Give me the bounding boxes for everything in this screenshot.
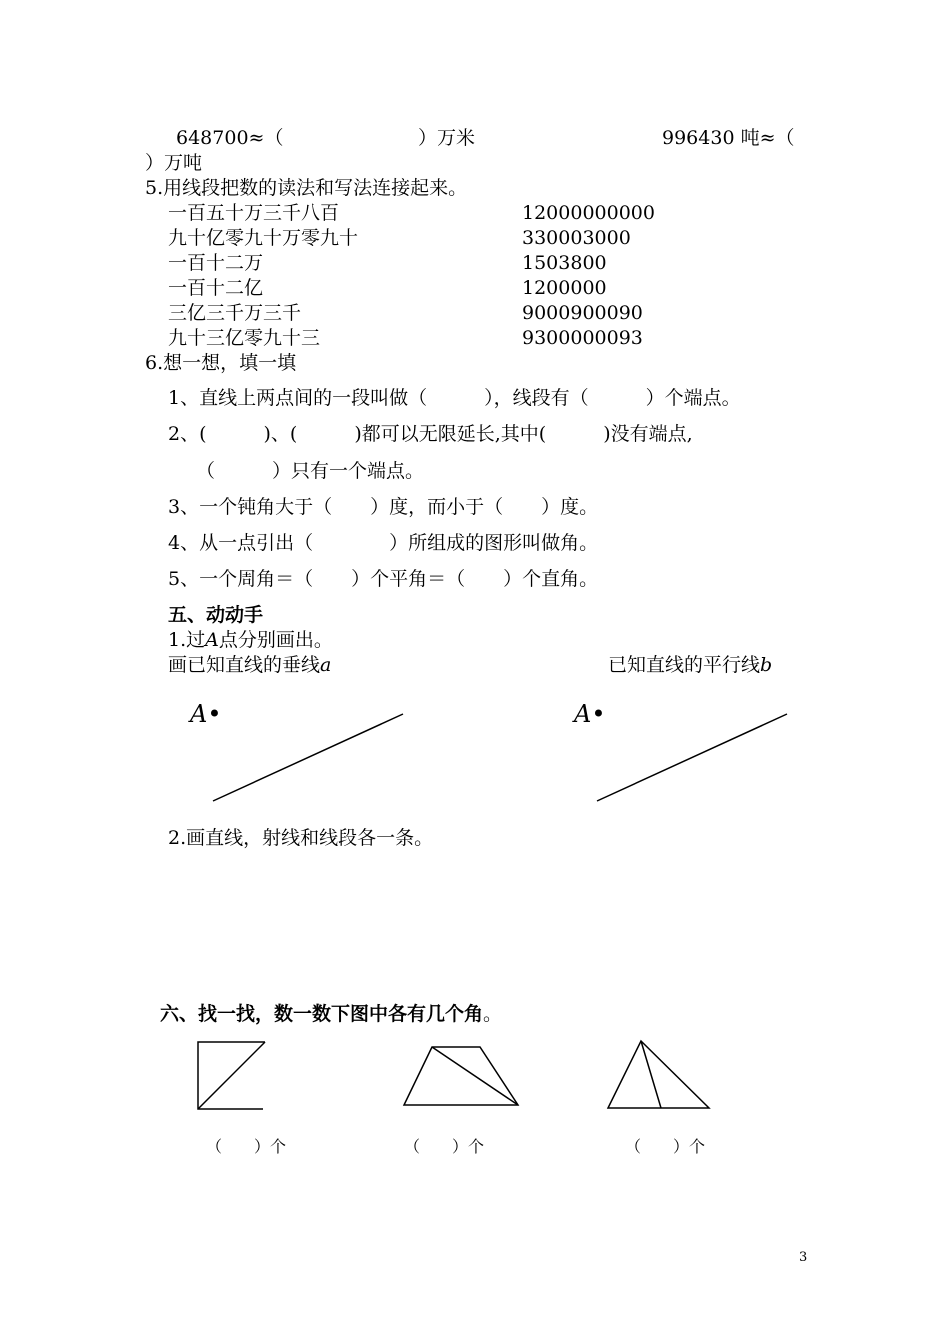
q5-title: 5.用线段把数的读法和写法连接起来。: [145, 177, 468, 199]
point-a-right: A•: [574, 700, 606, 728]
s6-title-text: 六、找一找，数一数下图中各有几个角: [160, 1003, 484, 1025]
q5-number-1: 12000000000: [522, 202, 655, 224]
point-a-left: A•: [190, 700, 222, 728]
q5-reading-6: 九十三亿零九十三: [168, 327, 321, 349]
trapezoid-diagonal: [432, 1047, 518, 1105]
perpendicular-var: a: [320, 654, 332, 676]
approx-2-prefix: 996430 吨≈（: [662, 127, 795, 149]
q6-item-1: 1、直线上两点间的一段叫做（ ），线段有（ ）个端点。: [168, 387, 741, 409]
q5-reading-2: 九十亿零九十万零九十: [168, 227, 359, 249]
q5-number-2: 330003000: [522, 227, 631, 249]
q5-reading-4: 一百十二亿: [168, 277, 264, 299]
figure-triangle-with-cevian: [608, 1041, 709, 1108]
perpendicular-text: 画已知直线的垂线: [168, 654, 321, 676]
given-line-right: [597, 714, 787, 801]
answer-blank-1: （ ）个: [206, 1137, 287, 1156]
approx-1-prefix: 648700≈（: [176, 127, 284, 149]
square-diagonal: [198, 1042, 265, 1109]
q5-number-3: 1503800: [522, 252, 607, 274]
q6-item-2-cont: （ ）只有一个端点。: [196, 460, 425, 482]
s5-title: 五、动动手: [168, 604, 264, 626]
s5-q1-post: 点分别画出。: [218, 629, 333, 651]
trapezoid-outline: [404, 1047, 518, 1105]
s5-q1-point: A: [205, 629, 219, 651]
s5-q1-pre: 1.过: [168, 629, 206, 651]
q5-reading-1: 一百五十万三千八百: [168, 202, 340, 224]
q6-item-2: 2、( )、( )都可以无限延长,其中( )没有端点,: [168, 423, 693, 445]
q6-item-3: 3、一个钝角大于（ ）度，而小于（ ）度。: [168, 496, 599, 518]
approx-1-unit: ）万米: [418, 127, 476, 149]
q5-number-4: 1200000: [522, 277, 607, 299]
parallel-var: b: [760, 654, 773, 676]
q5-reading-3: 一百十二万: [168, 252, 264, 274]
figure-trapezoid-with-diagonal: [404, 1047, 518, 1105]
parallel-text: 已知直线的平行线: [608, 654, 761, 676]
answer-blank-3: （ ）个: [625, 1137, 706, 1156]
given-line-left: [213, 714, 403, 801]
approx-2-unit: ）万吨: [145, 152, 203, 174]
answer-blank-2: （ ）个: [404, 1137, 485, 1156]
figure-square-with-diagonal: [198, 1042, 265, 1109]
page-number: 3: [799, 1250, 808, 1265]
q5-number-6: 9300000093: [522, 327, 643, 349]
q6-item-4: 4、从一点引出（ ）所组成的图形叫做角。: [168, 532, 599, 554]
s6-title-end: 。: [483, 1003, 503, 1025]
q5-reading-5: 三亿三千万三千: [168, 302, 302, 324]
q5-number-5: 9000900090: [522, 302, 643, 324]
s5-q2: 2.画直线，射线和线段各一条。: [168, 827, 434, 849]
q6-title: 6.想一想，填一填: [145, 352, 297, 374]
q6-item-5: 5、一个周角＝（ ）个平角＝（ ）个直角。: [168, 568, 599, 590]
